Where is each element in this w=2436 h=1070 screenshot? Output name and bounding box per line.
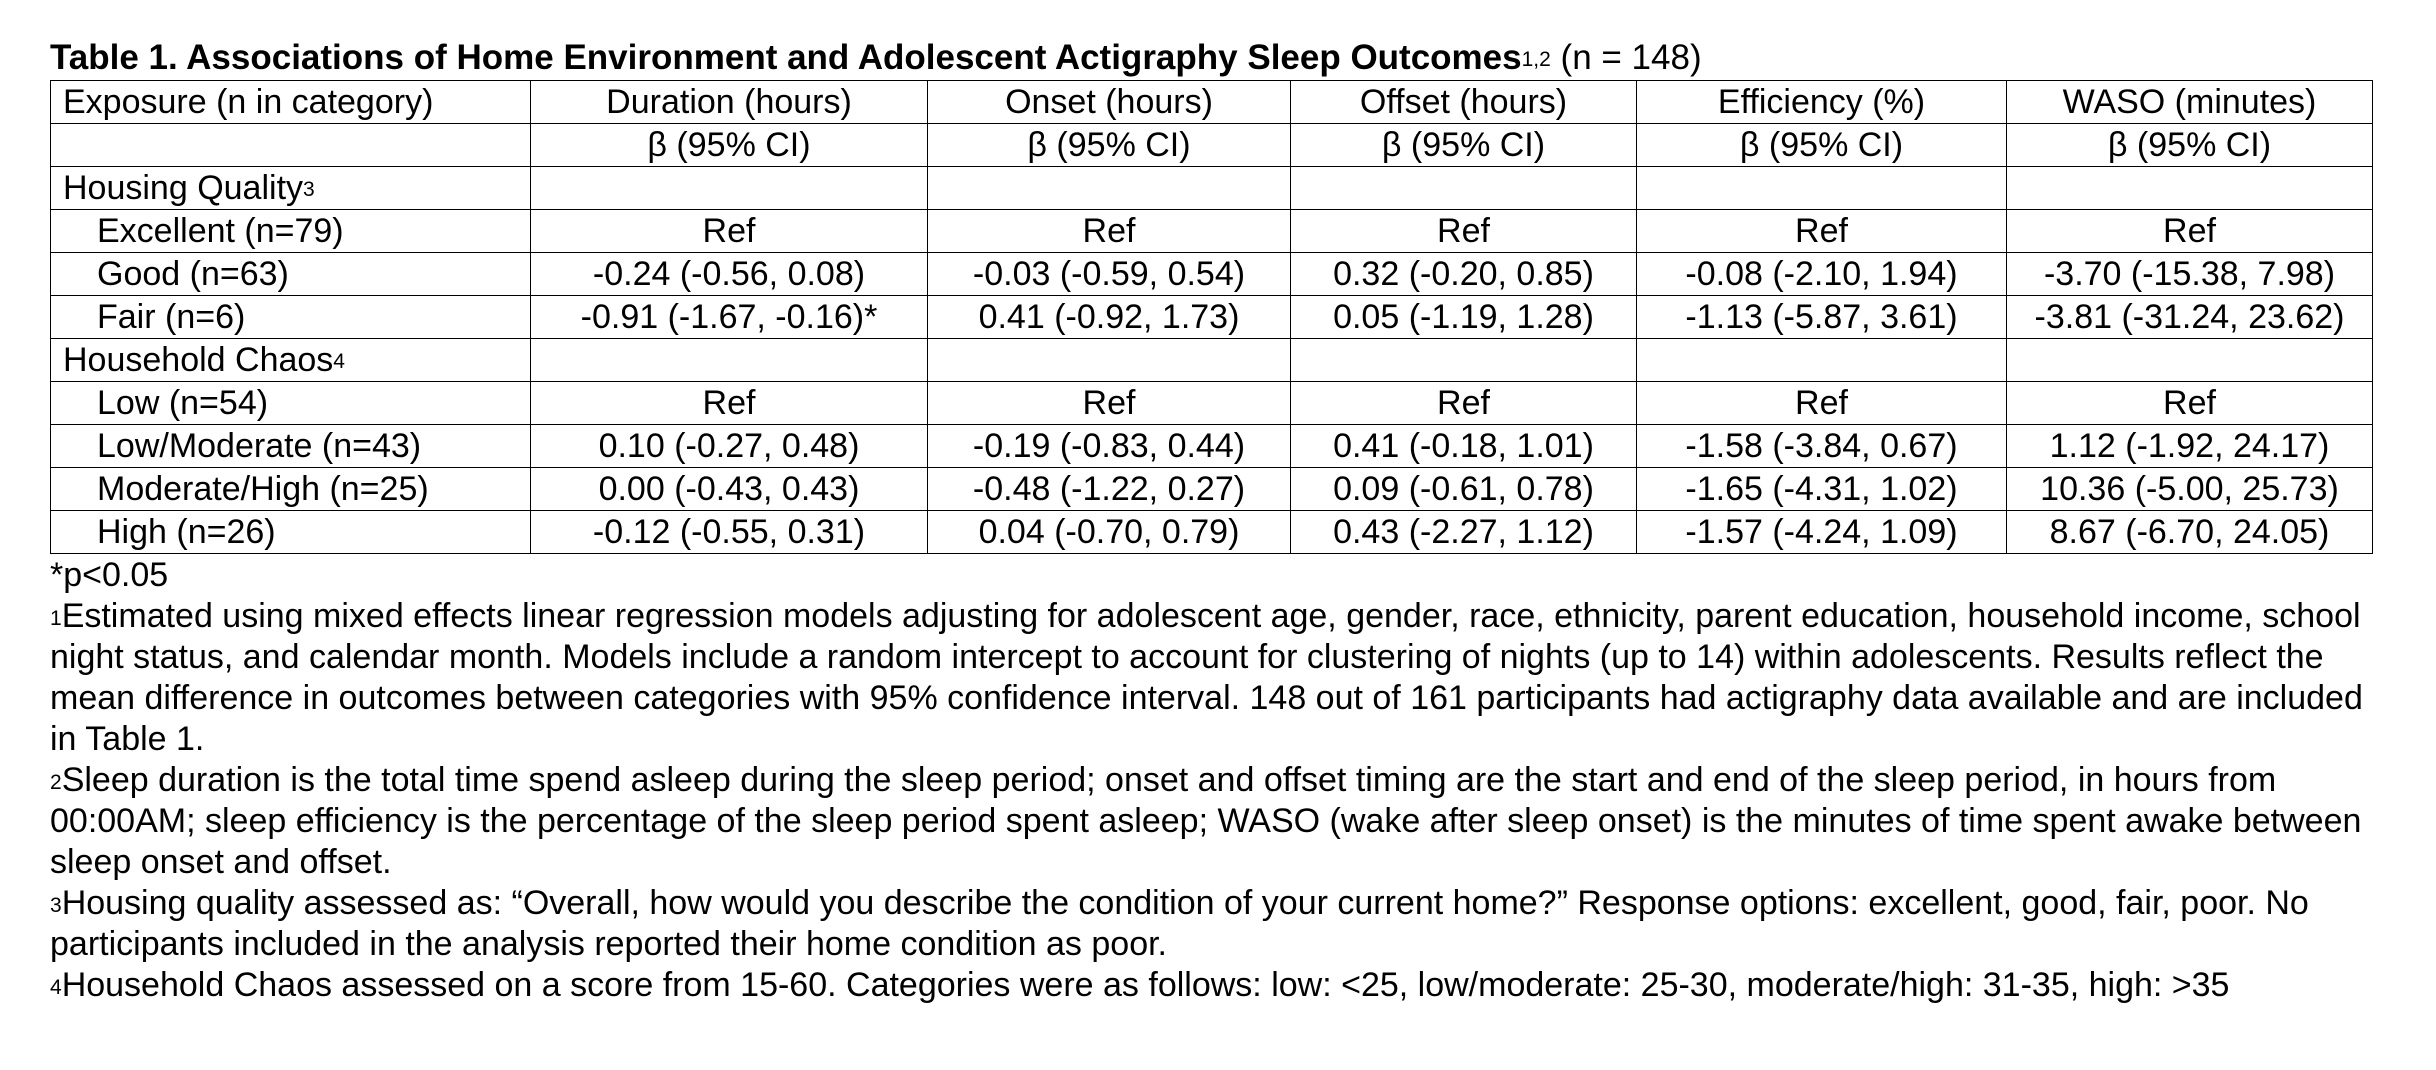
table-cell: -1.57 (-4.24, 1.09) xyxy=(1637,511,2007,554)
table-title-main: Table 1. Associations of Home Environment and Adolescent Actigraphy Sleep Outcomes xyxy=(50,38,1522,77)
empty-cell xyxy=(2007,339,2373,382)
footnote-text: *p<0.05 xyxy=(50,556,169,594)
footnote-text: Housing quality assessed as: “Overall, how would you describe the condition of your current home?” Response options: excellent, good, fair, poor. No participants included in the analysis reported their home condition as poor. xyxy=(50,884,2309,963)
section-label xyxy=(51,339,531,382)
footnote-marker: 1 xyxy=(50,607,62,630)
table-cell: -0.19 (-0.83, 0.44) xyxy=(928,425,1291,468)
table-row xyxy=(51,296,2373,339)
header-row xyxy=(51,81,2373,124)
table-cell: 0.41 (-0.18, 1.01) xyxy=(1291,425,1637,468)
table-title-superscript: 1,2 xyxy=(1521,48,1551,71)
table-row xyxy=(51,511,2373,554)
table-cell: 8.67 (-6.70, 24.05) xyxy=(2007,511,2373,554)
empty-cell xyxy=(1637,167,2007,210)
table-cell: Ref xyxy=(2007,382,2373,425)
column-subheader: β (95% CI) xyxy=(2007,124,2373,167)
footnote xyxy=(50,555,2390,596)
empty-cell xyxy=(2007,167,2373,210)
footnotes xyxy=(50,555,2390,1006)
table-cell: 0.32 (-0.20, 0.85) xyxy=(1291,253,1637,296)
table-row xyxy=(51,253,2373,296)
table-cell: Ref xyxy=(2007,210,2373,253)
row-label: High (n=26) xyxy=(51,511,531,554)
empty-cell xyxy=(1291,167,1637,210)
footnote xyxy=(50,965,2390,1006)
table-cell: 0.05 (-1.19, 1.28) xyxy=(1291,296,1637,339)
table-cell: -0.08 (-2.10, 1.94) xyxy=(1637,253,2007,296)
empty-cell xyxy=(928,167,1291,210)
row-label: Low/Moderate (n=43) xyxy=(51,425,531,468)
footnote xyxy=(50,760,2390,883)
row-label: Good (n=63) xyxy=(51,253,531,296)
empty-cell xyxy=(1291,339,1637,382)
table-row xyxy=(51,468,2373,511)
row-label: Excellent (n=79) xyxy=(51,210,531,253)
footnote-marker: 4 xyxy=(50,976,62,999)
table-row xyxy=(51,210,2373,253)
footnote xyxy=(50,596,2390,760)
column-subheader xyxy=(51,124,531,167)
table-cell: Ref xyxy=(1637,382,2007,425)
table-body xyxy=(51,81,2373,554)
column-subheader: β (95% CI) xyxy=(1291,124,1637,167)
row-label: Fair (n=6) xyxy=(51,296,531,339)
footnote-text: Sleep duration is the total time spend asleep during the sleep period; onset and offset timing are the start and end of the sleep period, in hours from 00:00AM; sleep efficiency is the percentage of the sleep period spent asleep; WASO (wake after sleep onset) is the minutes of time spent awake between sleep onset and offset. xyxy=(50,761,2362,881)
section-row xyxy=(51,339,2373,382)
table-cell: 0.00 (-0.43, 0.43) xyxy=(531,468,928,511)
table-cell: 10.36 (-5.00, 25.73) xyxy=(2007,468,2373,511)
table-cell: 0.04 (-0.70, 0.79) xyxy=(928,511,1291,554)
table-cell: 0.41 (-0.92, 1.73) xyxy=(928,296,1291,339)
table-cell: Ref xyxy=(1637,210,2007,253)
section-label-text: Housing Quality xyxy=(63,169,304,207)
column-subheader: β (95% CI) xyxy=(1637,124,2007,167)
table-title-sample-size: (n = 148) xyxy=(1550,38,1702,77)
table-cell: -0.24 (-0.56, 0.08) xyxy=(531,253,928,296)
footnote-marker: 3 xyxy=(50,894,62,917)
footnote-text: Household Chaos assessed on a score from 15-60. Categories were as follows: low: <25, low/moderate: 25-30, moderate/high: 31-35, high: >35 xyxy=(61,966,2230,1004)
table-cell: Ref xyxy=(531,382,928,425)
table-cell: 0.43 (-2.27, 1.12) xyxy=(1291,511,1637,554)
section-row xyxy=(51,167,2373,210)
table-cell: Ref xyxy=(1291,210,1637,253)
table-cell: Ref xyxy=(531,210,928,253)
section-label-superscript: 3 xyxy=(303,178,315,201)
table-cell: Ref xyxy=(1291,382,1637,425)
section-label-superscript: 4 xyxy=(333,350,345,373)
footnote xyxy=(50,883,2390,965)
row-label: Moderate/High (n=25) xyxy=(51,468,531,511)
table-cell: Ref xyxy=(928,382,1291,425)
table-cell: -1.58 (-3.84, 0.67) xyxy=(1637,425,2007,468)
table-cell: -1.13 (-5.87, 3.61) xyxy=(1637,296,2007,339)
footnote-marker: 2 xyxy=(50,771,62,794)
table-cell: 0.09 (-0.61, 0.78) xyxy=(1291,468,1637,511)
column-header: WASO (minutes) xyxy=(2007,81,2373,124)
empty-cell xyxy=(1637,339,2007,382)
subheader-row xyxy=(51,124,2373,167)
table-cell: -0.48 (-1.22, 0.27) xyxy=(928,468,1291,511)
column-header: Exposure (n in category) xyxy=(51,81,531,124)
table-cell: -0.03 (-0.59, 0.54) xyxy=(928,253,1291,296)
column-header: Offset (hours) xyxy=(1291,81,1637,124)
table-row xyxy=(51,425,2373,468)
table-cell: -1.65 (-4.31, 1.02) xyxy=(1637,468,2007,511)
table-cell: -3.70 (-15.38, 7.98) xyxy=(2007,253,2373,296)
table-cell: 1.12 (-1.92, 24.17) xyxy=(2007,425,2373,468)
document-page xyxy=(50,36,2390,1006)
empty-cell xyxy=(531,167,928,210)
section-label xyxy=(51,167,531,210)
table-title xyxy=(50,36,2390,80)
column-header: Efficiency (%) xyxy=(1637,81,2007,124)
empty-cell xyxy=(928,339,1291,382)
table-cell: -3.81 (-31.24, 23.62) xyxy=(2007,296,2373,339)
section-label-text: Household Chaos xyxy=(63,341,334,379)
table-cell: -0.91 (-1.67, -0.16)* xyxy=(531,296,928,339)
empty-cell xyxy=(531,339,928,382)
table-row xyxy=(51,382,2373,425)
footnote-text: Estimated using mixed effects linear regression models adjusting for adolescent age, gender, race, ethnicity, parent education, household income, school night status, and calendar month. Models include a random intercept to account for clustering of nights (up to 14) within adolescents. Results reflect the mean difference in outcomes between categories with 95% confidence interval. 148 out of 161 participants had actigraphy data available and are included in Table 1. xyxy=(50,597,2363,758)
table-cell: 0.10 (-0.27, 0.48) xyxy=(531,425,928,468)
row-label: Low (n=54) xyxy=(51,382,531,425)
column-subheader: β (95% CI) xyxy=(928,124,1291,167)
column-header: Onset (hours) xyxy=(928,81,1291,124)
table-cell: Ref xyxy=(928,210,1291,253)
table-cell: -0.12 (-0.55, 0.31) xyxy=(531,511,928,554)
results-table xyxy=(50,80,2373,554)
column-header: Duration (hours) xyxy=(531,81,928,124)
column-subheader: β (95% CI) xyxy=(531,124,928,167)
